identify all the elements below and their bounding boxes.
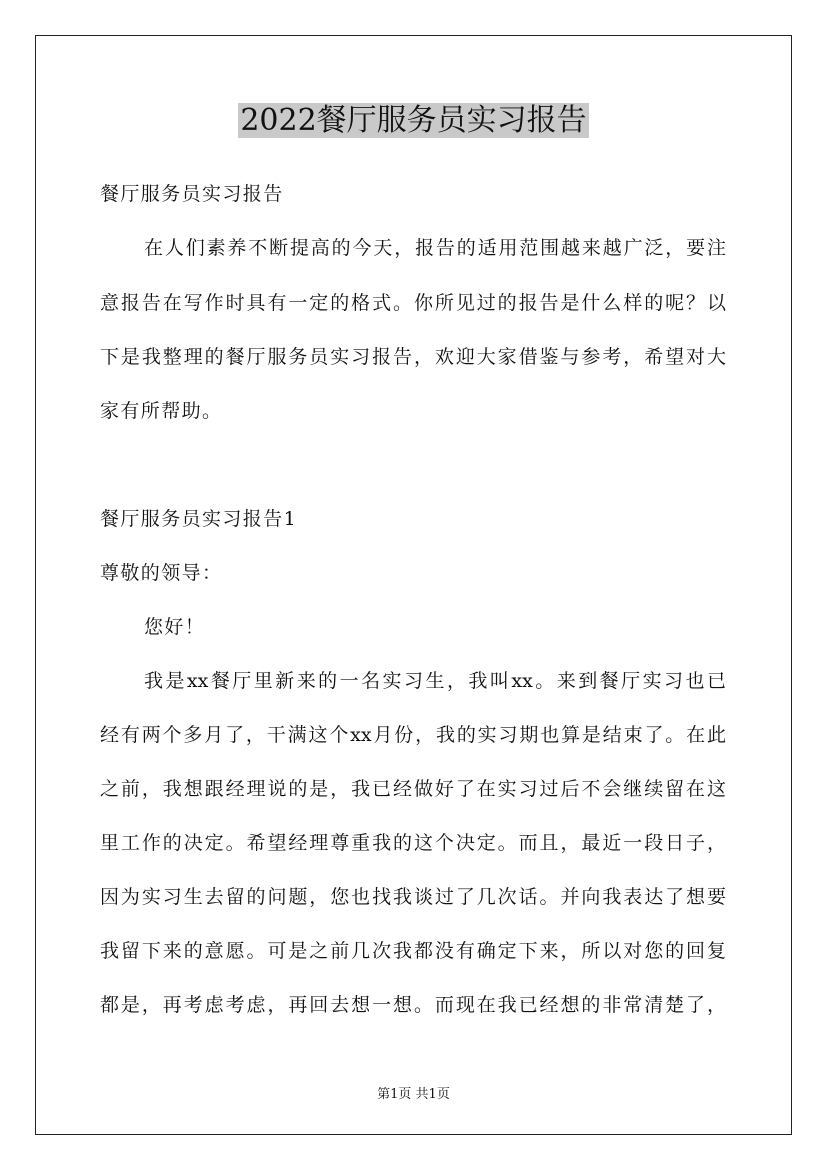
intro-line-4: 家有所帮助。 — [100, 400, 223, 422]
body-line-1: 我是xx餐厅里新来的一名实习生，我叫xx。来到餐厅实习也已 — [144, 670, 726, 692]
document-title-row — [0, 100, 827, 142]
section-title: 餐厅服务员实习报告1 — [100, 508, 298, 530]
body-line-2: 经有两个多月了，干满这个xx月份，我的实习期也算是结束了。在此 — [100, 724, 726, 746]
body-line-3: 之前，我想跟经理说的是，我已经做好了在实习过后不会继续留在这 — [100, 778, 726, 800]
document-title: 2022餐厅服务员实习报告 — [240, 103, 587, 138]
body-line-7: 都是，再考虑考虑，再回去想一想。而现在我已经想的非常清楚了， — [100, 994, 726, 1016]
page-footer: 第1页 共1页 — [377, 1087, 450, 1102]
greeting: 您好！ — [144, 616, 206, 638]
intro-line-3: 下是我整理的餐厅服务员实习报告，欢迎大家借鉴与参考，希望对大 — [100, 346, 726, 368]
body-line-5: 因为实习生去留的问题，您也找我谈过了几次话。并向我表达了想要 — [100, 886, 726, 908]
salutation: 尊敬的领导： — [100, 562, 223, 584]
body-line-6: 我留下来的意愿。可是之前几次我都没有确定下来，所以对您的回复 — [100, 940, 726, 962]
body-line-4: 里工作的决定。希望经理尊重我的这个决定。而且，最近一段日子， — [100, 832, 726, 854]
intro-line-2: 意报告在写作时具有一定的格式。你所见过的报告是什么样的呢？以 — [100, 292, 726, 314]
document-subtitle: 餐厅服务员实习报告 — [100, 183, 284, 205]
intro-line-1: 在人们素养不断提高的今天，报告的适用范围越来越广泛，要注 — [144, 237, 726, 259]
